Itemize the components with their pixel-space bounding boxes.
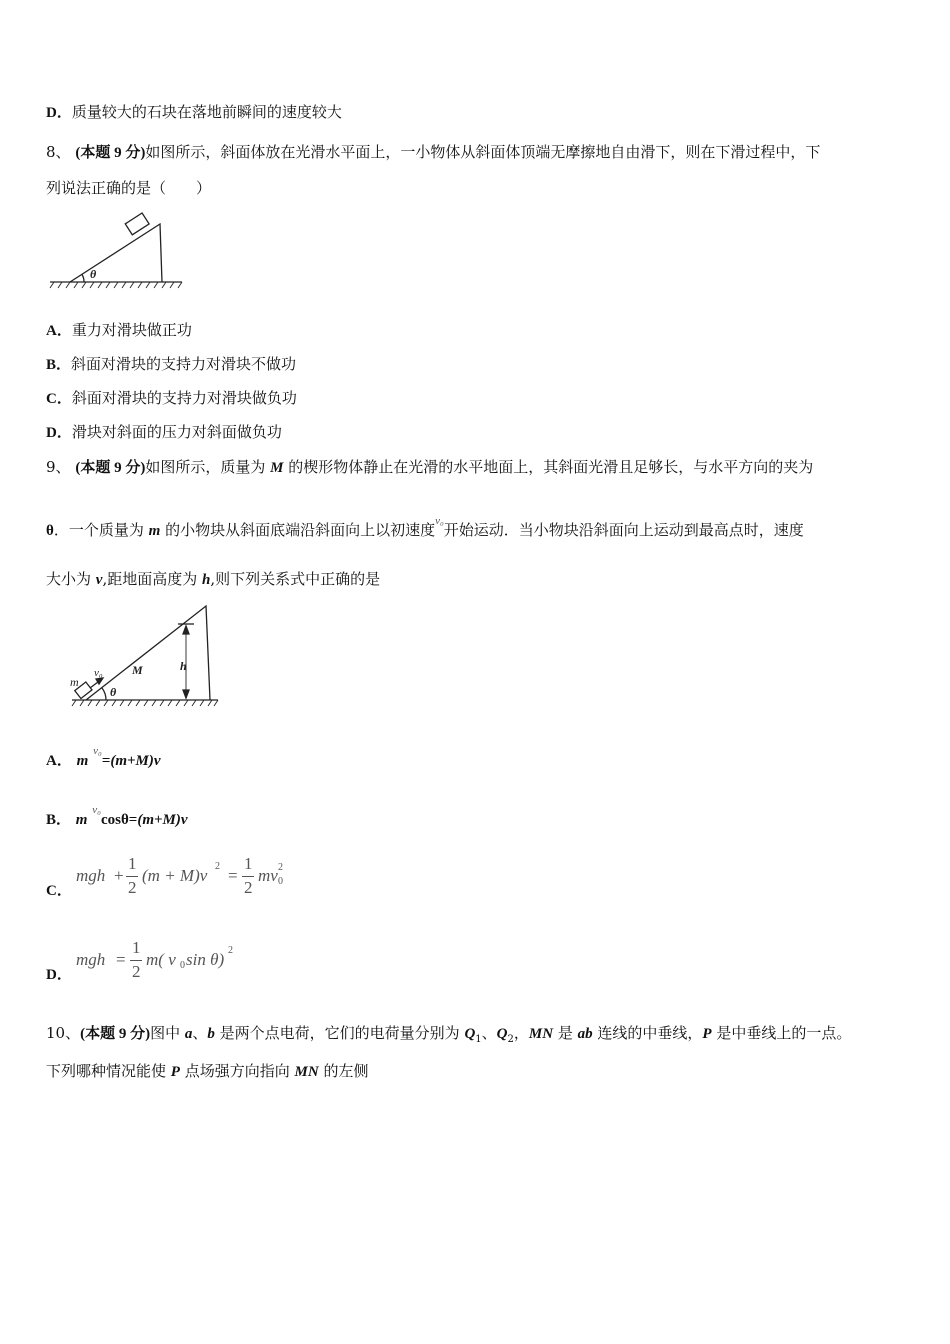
var-Q1: Q [464,1026,476,1042]
var-v0: v₀ [435,515,444,527]
separator: 、 [192,1024,208,1042]
f-sub: 0 [180,960,185,971]
stem-text: 开始运动．当小物块沿斜面向上运动到最高点时，速度 [443,521,804,539]
q10-stem-line1 [46,1023,851,1050]
option-letter: D． [46,105,72,121]
question-number: 8、 [46,143,71,161]
q8-option-d [46,422,282,443]
f-num: 1 [132,938,141,957]
f-body: m( v [146,950,176,969]
f-den: 2 [244,878,253,897]
stem-text: 如图所示，斜面体放在光滑水平面上，一小物体从斜面体顶端无摩擦地自由滑下，则在下滑过程中，下 [145,143,821,161]
option-letter: D． [46,967,72,983]
option-letter: B． [46,812,72,828]
f-eq: = [116,950,126,969]
question-number: 9、 [46,458,71,476]
question-score: (本题 9 分) [75,145,146,161]
q9-option-b [46,804,188,831]
stem-text: 是中垂线上的一点。 [711,1024,852,1042]
q8-stem-line1 [46,142,820,163]
var-v: v [95,572,103,588]
option-letter: C． [46,391,72,407]
option-letter: A． [46,753,72,769]
q10-stem-line2 [46,1061,368,1082]
var-a: a [184,1026,193,1042]
option-letter: C． [46,883,72,899]
var-P: P [170,1064,180,1080]
var-MN: MN [528,1026,554,1042]
option-text: 斜面对滑块的支持力对滑块做负功 [71,389,297,407]
f-mgh: mgh [76,950,106,969]
q9-option-d [46,964,72,985]
option-letter: D． [46,425,72,441]
q9-option-c-formula [76,852,296,902]
q8-option-b [46,354,296,375]
var-v0: v₀ [93,745,102,757]
f-sq: 2 [228,945,233,956]
stem-text: 点场强方向指向 [179,1062,295,1080]
var-b: b [207,1026,215,1042]
var-theta: θ [46,523,54,539]
angle-label: θ [110,685,117,699]
separator: ， [513,1024,529,1042]
option-expr: (m+M)v [137,812,188,828]
f-num: 1 [128,854,137,873]
height-h-label: h [180,659,187,673]
option-text: 滑块对斜面的压力对斜面做负功 [71,423,282,441]
q9-stem-line1 [46,457,813,478]
q9-wedge-figure [66,598,226,712]
q9-stem-line2 [46,515,804,542]
stem-text: 列说法正确的是（ ） [46,179,212,197]
f-mv: mv [258,866,278,885]
stem-text: 的小物块从斜面底端沿斜面向上以初速度 [160,521,436,539]
option-text: 斜面对滑块的支持力对滑块不做功 [71,355,297,373]
stem-text: ,则下列关系式中正确的是 [210,570,381,588]
stem-text: ,距地面高度为 [102,570,202,588]
stem-text: 如图所示，质量为 [145,458,271,476]
stem-text: 的楔形物体静止在光滑的水平地面上，其斜面光滑且足够长，与水平方向的夹为 [283,458,814,476]
stem-text: 连线的中垂线， [592,1024,703,1042]
f-mM: (m + M)v [142,866,208,885]
f-num: 1 [244,854,253,873]
q8-stem-line2 [46,178,211,198]
var-Q2-sub: 2 [507,1034,514,1045]
f-mgh: mgh [76,866,106,885]
var-MN: MN [294,1064,319,1080]
separator: 、 [481,1024,497,1042]
option-text: 重力对滑块做正功 [71,321,192,339]
q8-incline-figure [46,208,186,290]
q9-option-c [46,880,72,901]
mass-M-label: M [132,663,143,677]
var-P: P [702,1026,712,1042]
var-Q2: Q [496,1026,508,1042]
q9-option-d-formula [76,936,276,986]
var-m: m [75,812,88,828]
stem-text: 的左侧 [318,1062,369,1080]
mass-m-label: m [70,675,79,689]
question-number: 10、 [46,1024,81,1042]
var-h: h [202,572,211,588]
q9-stem-line3 [46,569,380,590]
stem-text: ．一个质量为 [53,521,149,539]
var-m: m [76,753,89,769]
stem-text: 大小为 [46,570,96,588]
f-sin: sin θ) [186,950,225,969]
option-expr: =(m+M)v [101,753,161,769]
q9-option-a [46,745,161,772]
f-den: 2 [132,962,141,981]
q8-option-a [46,320,192,341]
var-M: M [270,460,284,476]
stem-text: 下列哪种情况能使 [46,1062,171,1080]
option-letter: B． [46,357,72,373]
v0-label: v₀ [94,667,103,679]
f-eq: = [228,866,238,885]
stem-text: 是两个点电荷，它们的电荷量分别为 [214,1024,465,1042]
var-v0: v₀ [92,804,101,816]
stem-text: 图中 [150,1024,185,1042]
question-score: (本题 9 分) [75,460,146,476]
f-plus: + [114,866,124,885]
var-ab: ab [577,1026,593,1042]
stem-text: 是 [553,1024,578,1042]
f-sq: 2 [215,861,220,872]
q8-option-c [46,388,297,409]
f-sub: 0 [278,876,283,887]
option-letter: A． [46,323,72,339]
q7-option-d [46,102,342,123]
option-expr: cosθ= [100,812,138,828]
var-m: m [148,523,161,539]
var-Q1-sub: 1 [475,1034,482,1045]
angle-label: θ [90,267,97,281]
question-score: (本题 9 分) [80,1026,151,1042]
option-text: 质量较大的石块在落地前瞬间的速度较大 [71,103,342,121]
f-den: 2 [128,878,137,897]
f-sq: 2 [278,862,283,873]
